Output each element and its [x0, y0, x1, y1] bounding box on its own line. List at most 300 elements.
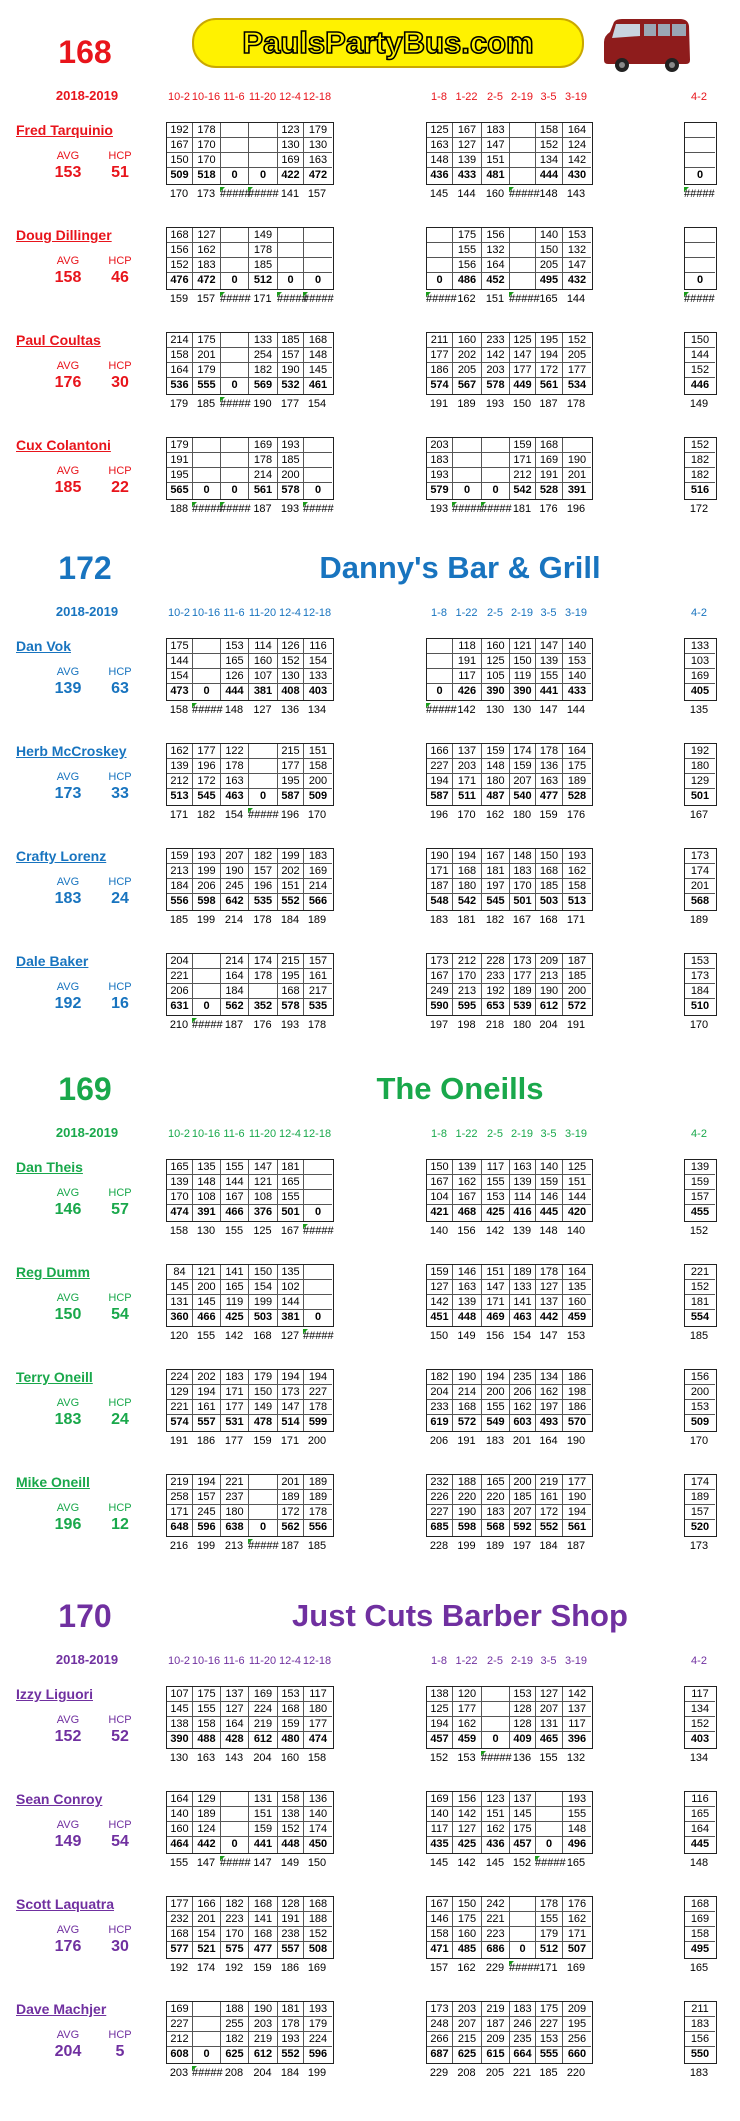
game-score-cell: 152: [685, 1717, 715, 1732]
series-cell: 441: [249, 1837, 278, 1853]
game-score-cell: 190: [249, 2002, 278, 2017]
game-score-cell: 162: [453, 1717, 482, 1732]
series-cell: 578: [278, 483, 304, 499]
hcp-label: HCP: [108, 1187, 132, 1199]
game-score-cell: 168: [304, 1897, 332, 1912]
game-score-cell: 165: [221, 654, 249, 669]
game-score-cell: 182: [249, 363, 278, 378]
series-cell: 433: [453, 168, 482, 184]
series-cell: 474: [167, 1205, 193, 1221]
hcp-label: HCP: [108, 1714, 132, 1726]
game-score-cell: 233: [427, 1400, 453, 1415]
individual-average: #####: [509, 188, 540, 200]
series-cell: 561: [536, 378, 563, 394]
individual-average: #####: [220, 188, 251, 200]
game-score-cell: [193, 654, 221, 669]
individual-average: 150: [429, 1330, 449, 1342]
series-cell: 487: [482, 789, 510, 805]
series-cell: 0: [193, 684, 221, 700]
game-score-cell: 213: [167, 864, 193, 879]
series-cell: 425: [221, 1310, 249, 1326]
game-score-cell: 224: [167, 1370, 193, 1385]
individual-average: 200: [307, 1435, 327, 1447]
series-cell: 390: [167, 1732, 193, 1748]
game-score-cell: [221, 1792, 249, 1807]
individual-average: 221: [512, 2067, 532, 2079]
game-score-cell: 84: [167, 1265, 193, 1280]
game-score-cell: 153: [221, 639, 249, 654]
individual-average: 130: [485, 704, 505, 716]
individual-average: 204: [253, 2067, 272, 2079]
game-score-cell: 170: [193, 138, 221, 153]
game-score-cell: 154: [193, 1927, 221, 1942]
game-score-cell: [510, 1927, 536, 1942]
game-score-cell: 187: [482, 2017, 510, 2032]
game-score-cell: 169: [304, 864, 332, 879]
game-score-cell: 168: [453, 1400, 482, 1415]
score-grid: [426, 743, 593, 806]
game-score-cell: [453, 438, 482, 453]
game-score-cell: 160: [249, 654, 278, 669]
hcp-value: 12: [111, 1516, 129, 1533]
game-score-cell: 227: [427, 759, 453, 774]
game-score-cell: 193: [563, 849, 591, 864]
date-header: 4-2: [691, 91, 707, 103]
game-score-cell: 128: [510, 1717, 536, 1732]
series-cell: 587: [427, 789, 453, 805]
individual-average: 152: [512, 1857, 532, 1869]
player-name-link[interactable]: Crafty Lorenz: [16, 848, 107, 864]
game-score-cell: 183: [482, 1505, 510, 1520]
series-cell: 0: [427, 273, 453, 289]
series-cell: 485: [453, 1942, 482, 1958]
date-header: 3-5: [540, 607, 557, 619]
comment-marker-icon: [303, 1224, 308, 1229]
series-cell: 561: [249, 483, 278, 499]
avg-label: AVG: [56, 360, 80, 372]
game-score-cell: 173: [685, 969, 715, 984]
game-score-cell: 200: [482, 1385, 510, 1400]
individual-average: 187: [253, 503, 272, 515]
game-score-cell: [249, 774, 278, 789]
game-score-cell: 237: [221, 1490, 249, 1505]
game-score-cell: [685, 258, 715, 273]
game-score-cell: 125: [510, 333, 536, 348]
game-score-cell: 221: [685, 1265, 715, 1280]
game-score-cell: [304, 1295, 332, 1310]
game-score-cell: 132: [563, 243, 591, 258]
avg-value: 176: [54, 1938, 82, 1955]
series-cell: 481: [482, 168, 510, 184]
individual-average: 204: [253, 1752, 272, 1764]
game-score-cell: 153: [563, 654, 591, 669]
individual-average: 167: [512, 914, 532, 926]
game-score-cell: [510, 258, 536, 273]
series-cell: 474: [308, 1733, 328, 1745]
game-score-cell: 233: [482, 969, 510, 984]
game-score-cell: 117: [563, 1717, 591, 1732]
score-grid: [684, 2001, 717, 2064]
individual-average: 184: [280, 914, 300, 926]
comment-marker-icon: [248, 808, 253, 813]
game-score-cell: [482, 1687, 510, 1702]
series-cell: 471: [427, 1942, 453, 1958]
game-score-cell: 105: [482, 669, 510, 684]
game-score-cell: [685, 243, 715, 258]
game-score-cell: 169: [278, 153, 304, 168]
individual-average: 193: [280, 1019, 300, 1031]
series-cell: 0: [314, 1206, 322, 1218]
game-score-cell: 162: [453, 1175, 482, 1190]
series-cell: 552: [536, 1520, 563, 1536]
series-cell: 466: [221, 1205, 249, 1221]
series-cell: 612: [536, 999, 563, 1015]
individual-average: 136: [512, 1752, 532, 1764]
series-cell: 596: [308, 2048, 328, 2060]
game-score-cell: 177: [193, 744, 221, 759]
series-cell: 638: [221, 1520, 249, 1536]
date-header: 10-16: [191, 607, 221, 619]
game-score-cell: 155: [453, 243, 482, 258]
series-cell: 531: [221, 1415, 249, 1431]
series-cell: 477: [249, 1942, 278, 1958]
series-cell: 664: [510, 2047, 536, 2063]
score-grid: [426, 1896, 593, 1959]
series-cell: 535: [249, 894, 278, 910]
game-score-cell: [221, 1807, 249, 1822]
individual-average: 171: [566, 914, 586, 926]
player-name-link[interactable]: Reg Dumm: [16, 1264, 90, 1280]
series-cell: 568: [690, 895, 710, 907]
comment-marker-icon: [220, 502, 225, 507]
game-score-cell: 144: [278, 1295, 304, 1310]
individual-average: 189: [689, 914, 709, 926]
date-header: 12-18: [302, 607, 332, 619]
hcp-value: 57: [111, 1201, 129, 1218]
game-score-cell: 174: [304, 1822, 332, 1837]
series-cell: 549: [482, 1415, 510, 1431]
avg-value: 158: [54, 269, 82, 286]
comment-marker-icon: [509, 1961, 514, 1966]
individual-average: 155: [196, 1330, 216, 1342]
game-score-cell: 185: [563, 969, 591, 984]
game-score-cell: 177: [453, 1702, 482, 1717]
individual-average: 155: [169, 1857, 189, 1869]
game-score-cell: 168: [453, 864, 482, 879]
game-score-cell: 164: [685, 1822, 715, 1837]
individual-average: #####: [426, 704, 457, 716]
series-cell: 539: [510, 999, 536, 1015]
player-name-link[interactable]: Mike Oneill: [16, 1474, 90, 1490]
game-score-cell: 183: [482, 123, 510, 138]
individual-average: 189: [307, 914, 327, 926]
avg-value: 149: [54, 1833, 82, 1850]
individual-average: 201: [512, 1435, 532, 1447]
individual-average: 159: [169, 293, 189, 305]
game-score-cell: 200: [304, 774, 332, 789]
series-cell: 615: [482, 2047, 510, 2063]
series-cell: 557: [193, 1415, 221, 1431]
game-score-cell: 164: [221, 1717, 249, 1732]
game-score-cell: 194: [482, 1370, 510, 1385]
game-score-cell: 133: [685, 639, 715, 654]
game-score-cell: 254: [249, 348, 278, 363]
team-section: [0, 32, 740, 562]
series-cell: 432: [567, 274, 587, 286]
score-grid: [166, 227, 334, 290]
game-score-cell: 179: [304, 123, 332, 138]
game-score-cell: 168: [167, 228, 193, 243]
series-cell: 0: [221, 273, 249, 289]
avg-label: AVG: [56, 2029, 80, 2041]
game-score-cell: 160: [453, 1927, 482, 1942]
game-score-cell: 207: [510, 774, 536, 789]
game-score-cell: 128: [278, 1897, 304, 1912]
game-score-cell: [221, 123, 249, 138]
series-cell: 463: [510, 1310, 536, 1326]
individual-average: 158: [169, 704, 189, 716]
game-score-cell: 102: [278, 1280, 304, 1295]
player-name-link[interactable]: Cux Colantoni: [16, 437, 111, 453]
player-name-link[interactable]: Scott Laquatra: [16, 1896, 115, 1912]
avg-label: AVG: [56, 150, 80, 162]
player-name-link[interactable]: Izzy Liguori: [16, 1686, 93, 1702]
game-score-cell: 120: [453, 1687, 482, 1702]
individual-average: #####: [481, 1752, 512, 1764]
series-cell: 455: [690, 1206, 710, 1218]
game-score-cell: 147: [482, 138, 510, 153]
game-score-cell: 134: [536, 153, 563, 168]
player-name-link[interactable]: Dave Machjer: [16, 2001, 107, 2017]
game-score-cell: 171: [453, 774, 482, 789]
individual-average: #####: [452, 503, 483, 515]
game-score-cell: 135: [563, 1280, 591, 1295]
game-score-cell: 136: [536, 759, 563, 774]
series-cell: 488: [193, 1732, 221, 1748]
series-cell: 445: [536, 1205, 563, 1221]
series-cell: 0: [249, 789, 278, 805]
series-cell: 0: [314, 274, 322, 286]
game-score-cell: 187: [563, 954, 591, 969]
game-score-cell: 227: [536, 2017, 563, 2032]
player-name-link[interactable]: Doug Dillinger: [16, 227, 112, 243]
series-cell: 457: [427, 1732, 453, 1748]
individual-average: #####: [509, 293, 540, 305]
series-cell: 0: [696, 169, 704, 181]
game-score-cell: 226: [427, 1490, 453, 1505]
player-name-link[interactable]: Herb McCroskey: [16, 743, 127, 759]
game-score-cell: 206: [510, 1385, 536, 1400]
individual-average: #####: [248, 1540, 279, 1552]
series-cell: 0: [453, 483, 482, 499]
game-score-cell: 163: [427, 138, 453, 153]
series-cell: 459: [567, 1311, 587, 1323]
player-name-link[interactable]: Sean Conroy: [16, 1791, 103, 1807]
series-cell: 0: [193, 2047, 221, 2063]
game-score-cell: 232: [167, 1912, 193, 1927]
comment-marker-icon: [220, 397, 225, 402]
game-score-cell: 194: [453, 849, 482, 864]
game-score-cell: 127: [536, 1280, 563, 1295]
team-section: [0, 1596, 740, 2121]
game-score-cell: [193, 669, 221, 684]
series-cell: 450: [308, 1838, 328, 1850]
series-cell: 557: [278, 1942, 304, 1958]
game-score-cell: 150: [249, 1385, 278, 1400]
game-score-cell: 175: [453, 228, 482, 243]
individual-average: 168: [539, 914, 558, 926]
game-score-cell: 175: [510, 1822, 536, 1837]
team-number: 170: [58, 1598, 112, 1634]
game-score-cell: 150: [249, 1265, 278, 1280]
date-header: 3-19: [564, 1655, 588, 1667]
individual-average: 185: [307, 1540, 327, 1552]
score-grid: [426, 953, 593, 1016]
series-cell: 381: [249, 684, 278, 700]
individual-average: 191: [457, 1435, 476, 1447]
game-score-cell: 154: [249, 1280, 278, 1295]
game-score-cell: 149: [249, 228, 278, 243]
series-cell: 653: [482, 999, 510, 1015]
player-name-link[interactable]: Dan Theis: [16, 1159, 83, 1175]
game-score-cell: [685, 153, 715, 168]
individual-average: 142: [457, 1857, 476, 1869]
game-score-cell: [249, 744, 278, 759]
series-cell: 501: [690, 790, 710, 802]
game-score-cell: [193, 2002, 221, 2017]
game-score-cell: 180: [221, 1505, 249, 1520]
date-header: 10-16: [191, 1655, 221, 1667]
individual-average: #####: [303, 1330, 334, 1342]
game-score-cell: 255: [221, 2017, 249, 2032]
game-score-cell: 214: [304, 879, 332, 894]
game-score-cell: 147: [482, 1280, 510, 1295]
game-score-cell: 136: [304, 1792, 332, 1807]
game-score-cell: 161: [193, 1400, 221, 1415]
date-header: 2-5: [487, 91, 503, 103]
individual-average: 181: [512, 503, 532, 515]
team-name: The Oneills: [376, 1071, 544, 1106]
series-cell: 442: [193, 1837, 221, 1853]
series-cell: 590: [427, 999, 453, 1015]
series-cell: 426: [453, 684, 482, 700]
comment-marker-icon: [303, 292, 308, 297]
game-score-cell: 178: [304, 1400, 332, 1415]
game-score-cell: [221, 153, 249, 168]
date-header: 10-16: [191, 1128, 221, 1140]
individual-average: 172: [689, 503, 709, 515]
player-name-link[interactable]: Paul Coultas: [16, 332, 101, 348]
game-score-cell: 156: [685, 2032, 715, 2047]
date-header: 12-4: [278, 607, 302, 619]
game-score-cell: 125: [482, 654, 510, 669]
player-name-link[interactable]: Fred Tarquinio: [16, 122, 113, 138]
game-score-cell: 256: [563, 2032, 591, 2047]
comment-marker-icon: [535, 1856, 540, 1861]
game-score-cell: 160: [482, 639, 510, 654]
game-score-cell: 108: [249, 1190, 278, 1205]
team-number: 172: [58, 550, 112, 586]
avg-label: AVG: [56, 666, 80, 678]
game-score-cell: 174: [510, 744, 536, 759]
game-score-cell: 183: [193, 258, 221, 273]
game-score-cell: 151: [482, 1265, 510, 1280]
score-grid: [426, 1686, 593, 1749]
game-score-cell: 152: [278, 1822, 304, 1837]
game-score-cell: [221, 453, 249, 468]
game-score-cell: 177: [427, 348, 453, 363]
game-score-cell: 160: [453, 333, 482, 348]
game-score-cell: 157: [278, 348, 304, 363]
series-cell: 493: [536, 1415, 563, 1431]
game-score-cell: 214: [221, 954, 249, 969]
game-score-cell: 178: [278, 2017, 304, 2032]
hcp-label: HCP: [108, 2029, 132, 2041]
game-score-cell: [221, 138, 249, 153]
game-score-cell: 188: [221, 2002, 249, 2017]
game-score-cell: 183: [510, 864, 536, 879]
series-cell: 391: [567, 484, 587, 496]
individual-average: #####: [220, 293, 251, 305]
individual-average: #####: [481, 503, 512, 515]
date-header: 10-16: [191, 91, 221, 103]
game-score-cell: 141: [221, 1265, 249, 1280]
game-score-cell: 221: [167, 969, 193, 984]
game-score-cell: 197: [536, 1400, 563, 1415]
game-score-cell: 161: [536, 1490, 563, 1505]
game-score-cell: 190: [453, 1505, 482, 1520]
game-score-cell: [193, 438, 221, 453]
series-cell: 352: [249, 999, 278, 1015]
series-cell: 532: [278, 378, 304, 394]
game-score-cell: 188: [304, 1912, 332, 1927]
avg-label: AVG: [56, 1502, 80, 1514]
game-score-cell: 114: [510, 1190, 536, 1205]
player-name-link[interactable]: Terry Oneill: [16, 1369, 93, 1385]
game-score-cell: [510, 153, 536, 168]
game-score-cell: 157: [304, 954, 332, 969]
game-score-cell: 158: [304, 759, 332, 774]
series-cell: 642: [221, 894, 249, 910]
game-score-cell: 147: [536, 639, 563, 654]
game-score-cell: 173: [278, 1385, 304, 1400]
player-name-link[interactable]: Dale Baker: [16, 953, 89, 969]
individual-average: #####: [192, 2067, 223, 2079]
series-cell: 0: [221, 1837, 249, 1853]
date-header: 11-6: [223, 1128, 245, 1140]
game-score-cell: [193, 984, 221, 999]
series-cell: 512: [249, 273, 278, 289]
player-name-link[interactable]: Dan Vok: [16, 638, 71, 654]
game-score-cell: 158: [193, 1717, 221, 1732]
game-score-cell: 171: [221, 1385, 249, 1400]
game-score-cell: 129: [167, 1385, 193, 1400]
individual-average: 168: [253, 1330, 272, 1342]
game-score-cell: 139: [453, 1160, 482, 1175]
game-score-cell: 183: [221, 1370, 249, 1385]
game-score-cell: 162: [563, 1912, 591, 1927]
game-score-cell: 140: [536, 1160, 563, 1175]
individual-average: 205: [485, 2067, 505, 2079]
series-cell: 0: [221, 168, 249, 184]
score-grid: [684, 227, 717, 290]
individual-average: 152: [689, 1225, 709, 1237]
individual-average: #####: [192, 503, 223, 515]
individual-average: 145: [429, 1857, 449, 1869]
game-score-cell: 182: [427, 1370, 453, 1385]
series-cell: 578: [482, 378, 510, 394]
game-score-cell: 123: [482, 1792, 510, 1807]
